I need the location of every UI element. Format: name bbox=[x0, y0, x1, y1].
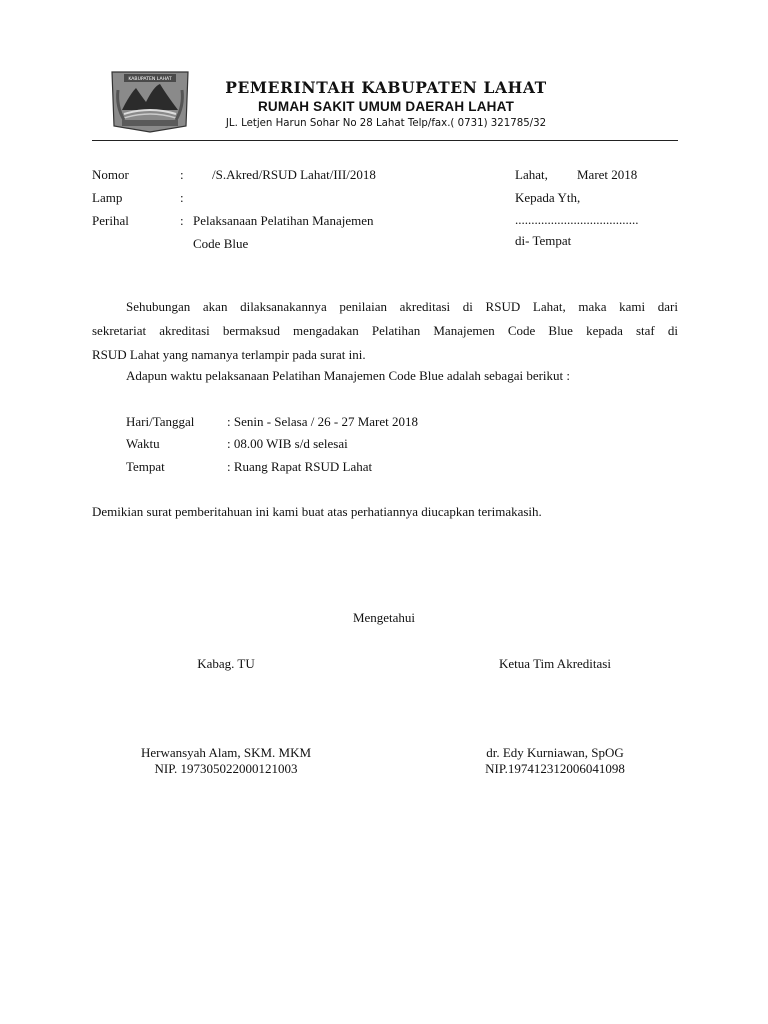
perihal-value-line2: Code Blue bbox=[193, 236, 249, 251]
closing-sentence: Demikian surat pemberitahuan ini kami buat atas perhatiannya diucapkan terimakasih. bbox=[92, 504, 542, 519]
right-signatory-nip: NIP.197412312006041098 bbox=[485, 761, 625, 776]
detail-value: : Ruang Rapat RSUD Lahat bbox=[227, 459, 373, 474]
right-signatory-title: Ketua Tim Akreditasi bbox=[499, 656, 611, 671]
perihal-value-line1: Pelaksanaan Pelatihan Manajemen bbox=[193, 213, 374, 228]
opening-paragraph-line: RSUD Lahat yang namanya terlampir pada surat ini. bbox=[92, 347, 366, 362]
kepada-yth: Kepada Yth, bbox=[515, 190, 581, 205]
recipient-dots: ...................................... bbox=[515, 212, 639, 227]
detail-label: Tempat bbox=[126, 459, 165, 474]
left-signatory-title: Kabag. TU bbox=[197, 656, 255, 671]
letterhead-divider bbox=[92, 140, 678, 141]
right-signatory-name: dr. Edy Kurniawan, SpOG bbox=[486, 745, 624, 760]
detail-label: Hari/Tanggal bbox=[126, 414, 195, 429]
letter-date: Maret 2018 bbox=[577, 167, 638, 182]
perihal-colon: : bbox=[180, 213, 184, 228]
nomor-label: Nomor bbox=[92, 167, 129, 182]
opening-paragraph-line: sekretariat akreditasi bermaksud mengadakan Pelatihan Manajemen Code Blue kepada staf di bbox=[92, 323, 678, 338]
detail-value: : 08.00 WIB s/d selesai bbox=[227, 436, 348, 451]
letter-place: Lahat, bbox=[515, 167, 548, 182]
left-signatory-name: Herwansyah Alam, SKM. MKM bbox=[140, 745, 312, 760]
nomor-colon: : bbox=[180, 167, 184, 182]
emblem-text: KABUPATEN LAHAT bbox=[128, 77, 172, 82]
perihal-label: Perihal bbox=[92, 213, 129, 228]
nomor-value: /S.Akred/RSUD Lahat/III/2018 bbox=[212, 167, 376, 182]
detail-label: Waktu bbox=[126, 436, 160, 451]
di-tempat: di- Tempat bbox=[515, 233, 572, 248]
mengetahui-label: Mengetahui bbox=[352, 610, 416, 625]
opening-paragraph-line: Sehubungan akan dilaksanakannya penilaian akreditasi di RSUD Lahat, maka kami dari bbox=[126, 299, 678, 314]
lamp-colon: : bbox=[180, 190, 184, 205]
left-signatory-nip: NIP. 197305022000121003 bbox=[154, 761, 298, 776]
hospital-name: RUMAH SAKIT UMUM DAERAH LAHAT bbox=[257, 99, 515, 114]
detail-value: : Senin - Selasa / 26 - 27 Maret 2018 bbox=[227, 414, 418, 429]
lamp-label: Lamp bbox=[92, 190, 123, 205]
schedule-intro: Adapun waktu pelaksanaan Pelatihan Manajemen Code Blue adalah sebagai berikut : bbox=[126, 368, 571, 383]
opening-paragraph bbox=[92, 295, 678, 367]
hospital-address: JL. Letjen Harun Sohar No 28 Lahat Telp/fax.( 0731) 321785/32 bbox=[225, 118, 547, 129]
government-name: PEMERINTAH KABUPATEN LAHAT bbox=[225, 78, 547, 97]
